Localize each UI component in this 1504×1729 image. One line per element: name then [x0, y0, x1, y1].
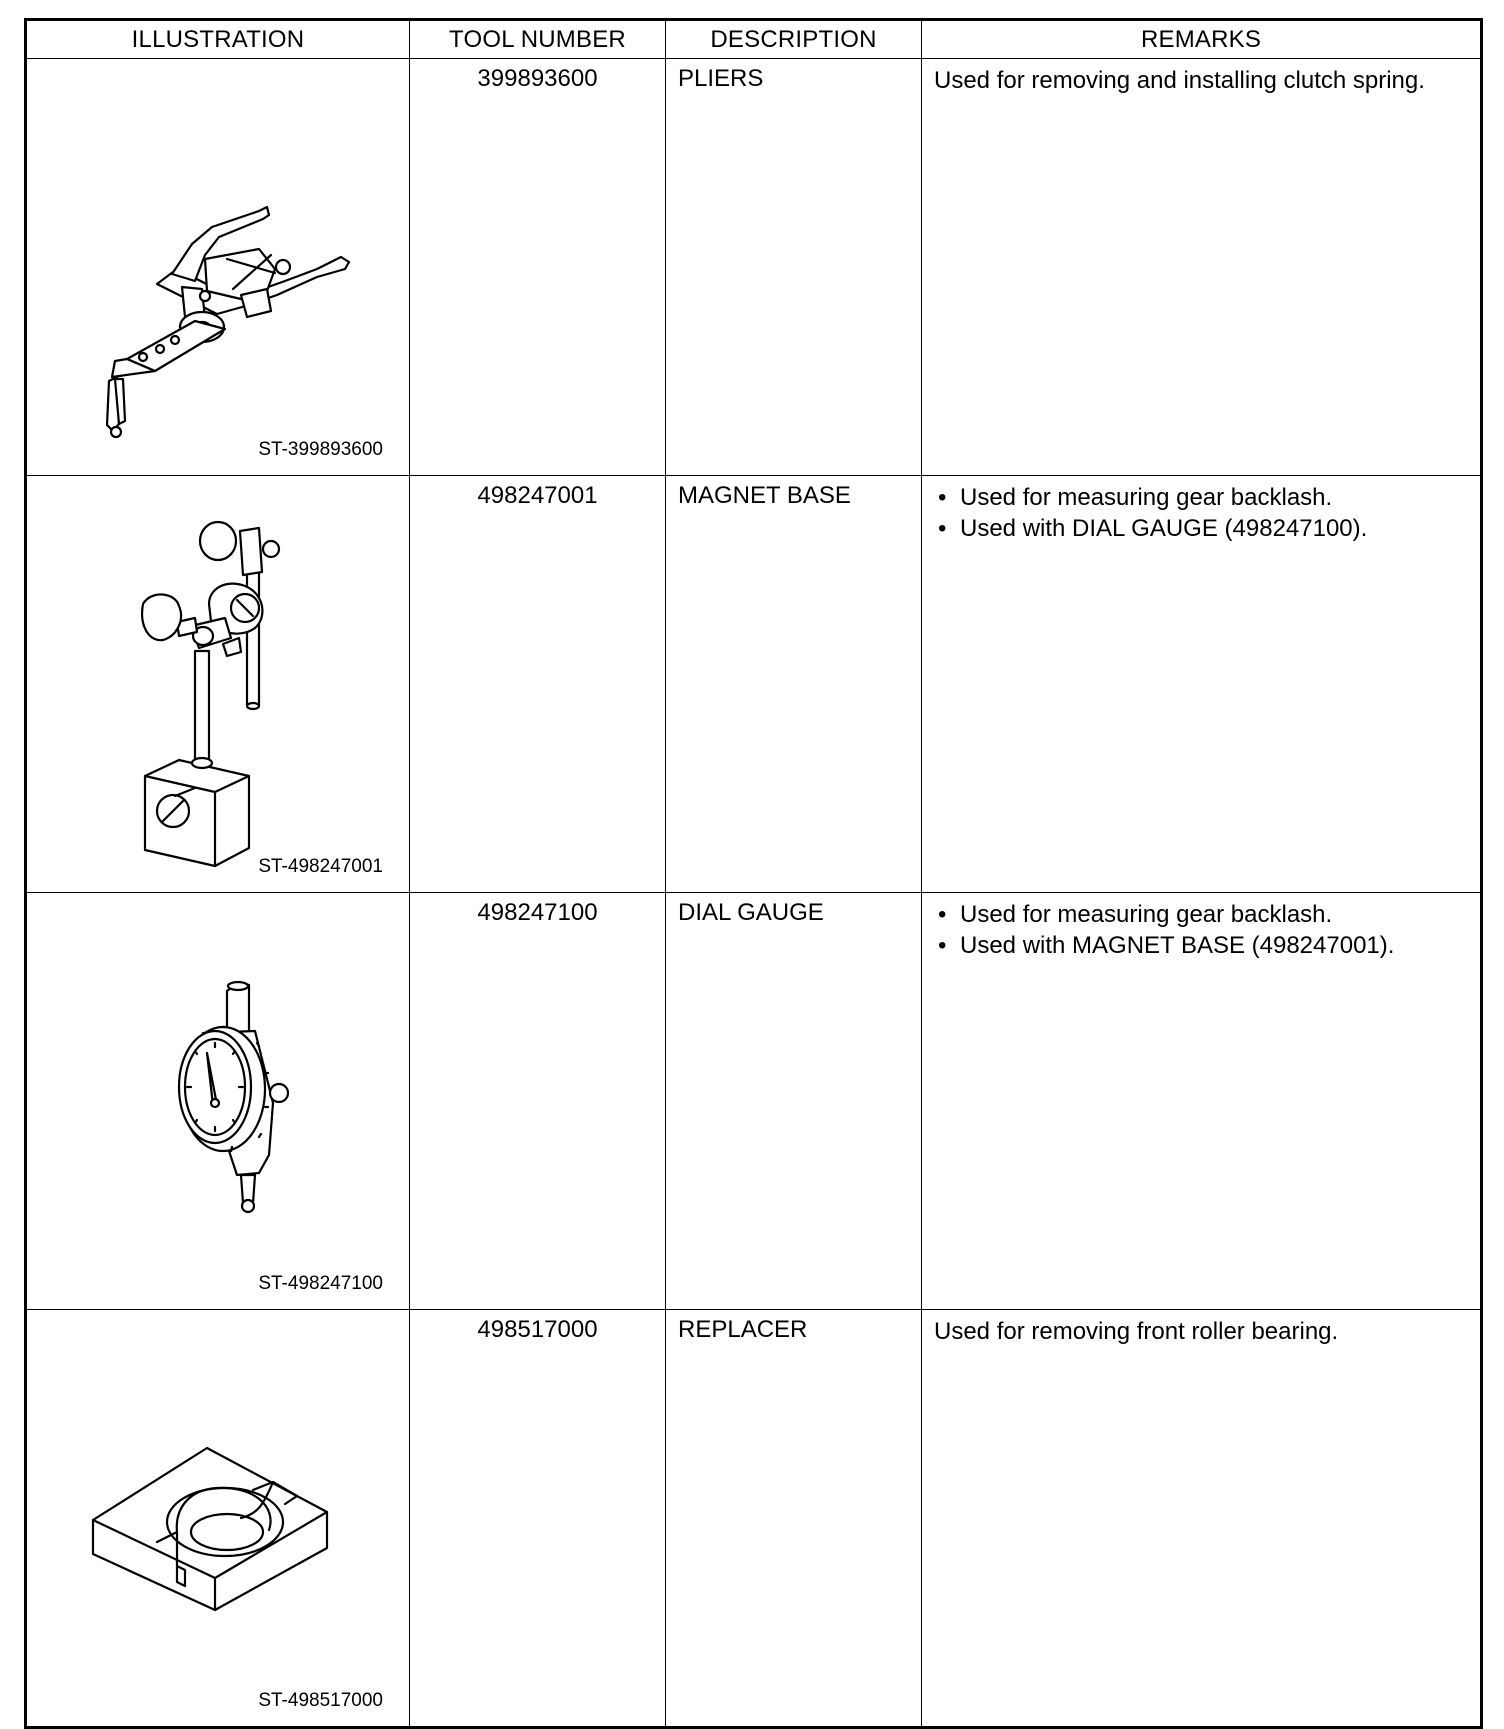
tool-number: 498247100	[410, 893, 666, 1310]
image-code: ST-498517000	[258, 1690, 383, 1711]
tool-remarks	[922, 1310, 1482, 1728]
remark-item: • Used for measuring gear backlash.	[934, 899, 1468, 930]
tool-number: 399893600	[410, 59, 666, 476]
tool-description: REPLACER	[666, 1310, 922, 1728]
illustration-cell	[26, 893, 410, 1310]
header-row	[26, 20, 1482, 59]
image-code: ST-498247001	[258, 856, 383, 877]
tools-table	[24, 18, 1483, 1729]
special-tools-sheet	[24, 18, 1483, 1729]
remarks-list	[934, 899, 1468, 961]
remark-item: • Used with MAGNET BASE (498247001).	[934, 930, 1468, 961]
illustration-cell	[26, 1310, 410, 1728]
illustration-cell	[26, 476, 410, 893]
magnet-base-icon	[27, 476, 409, 886]
tool-description: DIAL GAUGE	[666, 893, 922, 1310]
dial-gauge-icon	[27, 893, 409, 1303]
pliers-icon	[27, 59, 409, 469]
tool-remarks	[922, 893, 1482, 1310]
remark-item: • Used with DIAL GAUGE (498247100).	[934, 513, 1468, 544]
remark-text: Used for removing front roller bearing.	[934, 1318, 1339, 1345]
table-row	[26, 59, 1482, 476]
remark-item: • Used for measuring gear backlash.	[934, 482, 1468, 513]
replacer-icon	[27, 1310, 409, 1720]
tool-remarks	[922, 59, 1482, 476]
header-tool-number: TOOL NUMBER	[410, 20, 666, 59]
header-illustration: ILLUSTRATION	[26, 20, 410, 59]
illustration-cell	[26, 59, 410, 476]
header-description: DESCRIPTION	[666, 20, 922, 59]
remarks-list	[934, 482, 1468, 544]
image-code: ST-399893600	[258, 439, 383, 460]
table-row	[26, 476, 1482, 893]
table-row	[26, 1310, 1482, 1728]
table-row	[26, 893, 1482, 1310]
tool-description: PLIERS	[666, 59, 922, 476]
remark-text: Used for removing and installing clutch spring.	[934, 67, 1425, 94]
tool-description: MAGNET BASE	[666, 476, 922, 893]
tool-number: 498517000	[410, 1310, 666, 1728]
header-remarks: REMARKS	[922, 20, 1482, 59]
image-code: ST-498247100	[258, 1273, 383, 1294]
tool-remarks	[922, 476, 1482, 893]
tool-number: 498247001	[410, 476, 666, 893]
